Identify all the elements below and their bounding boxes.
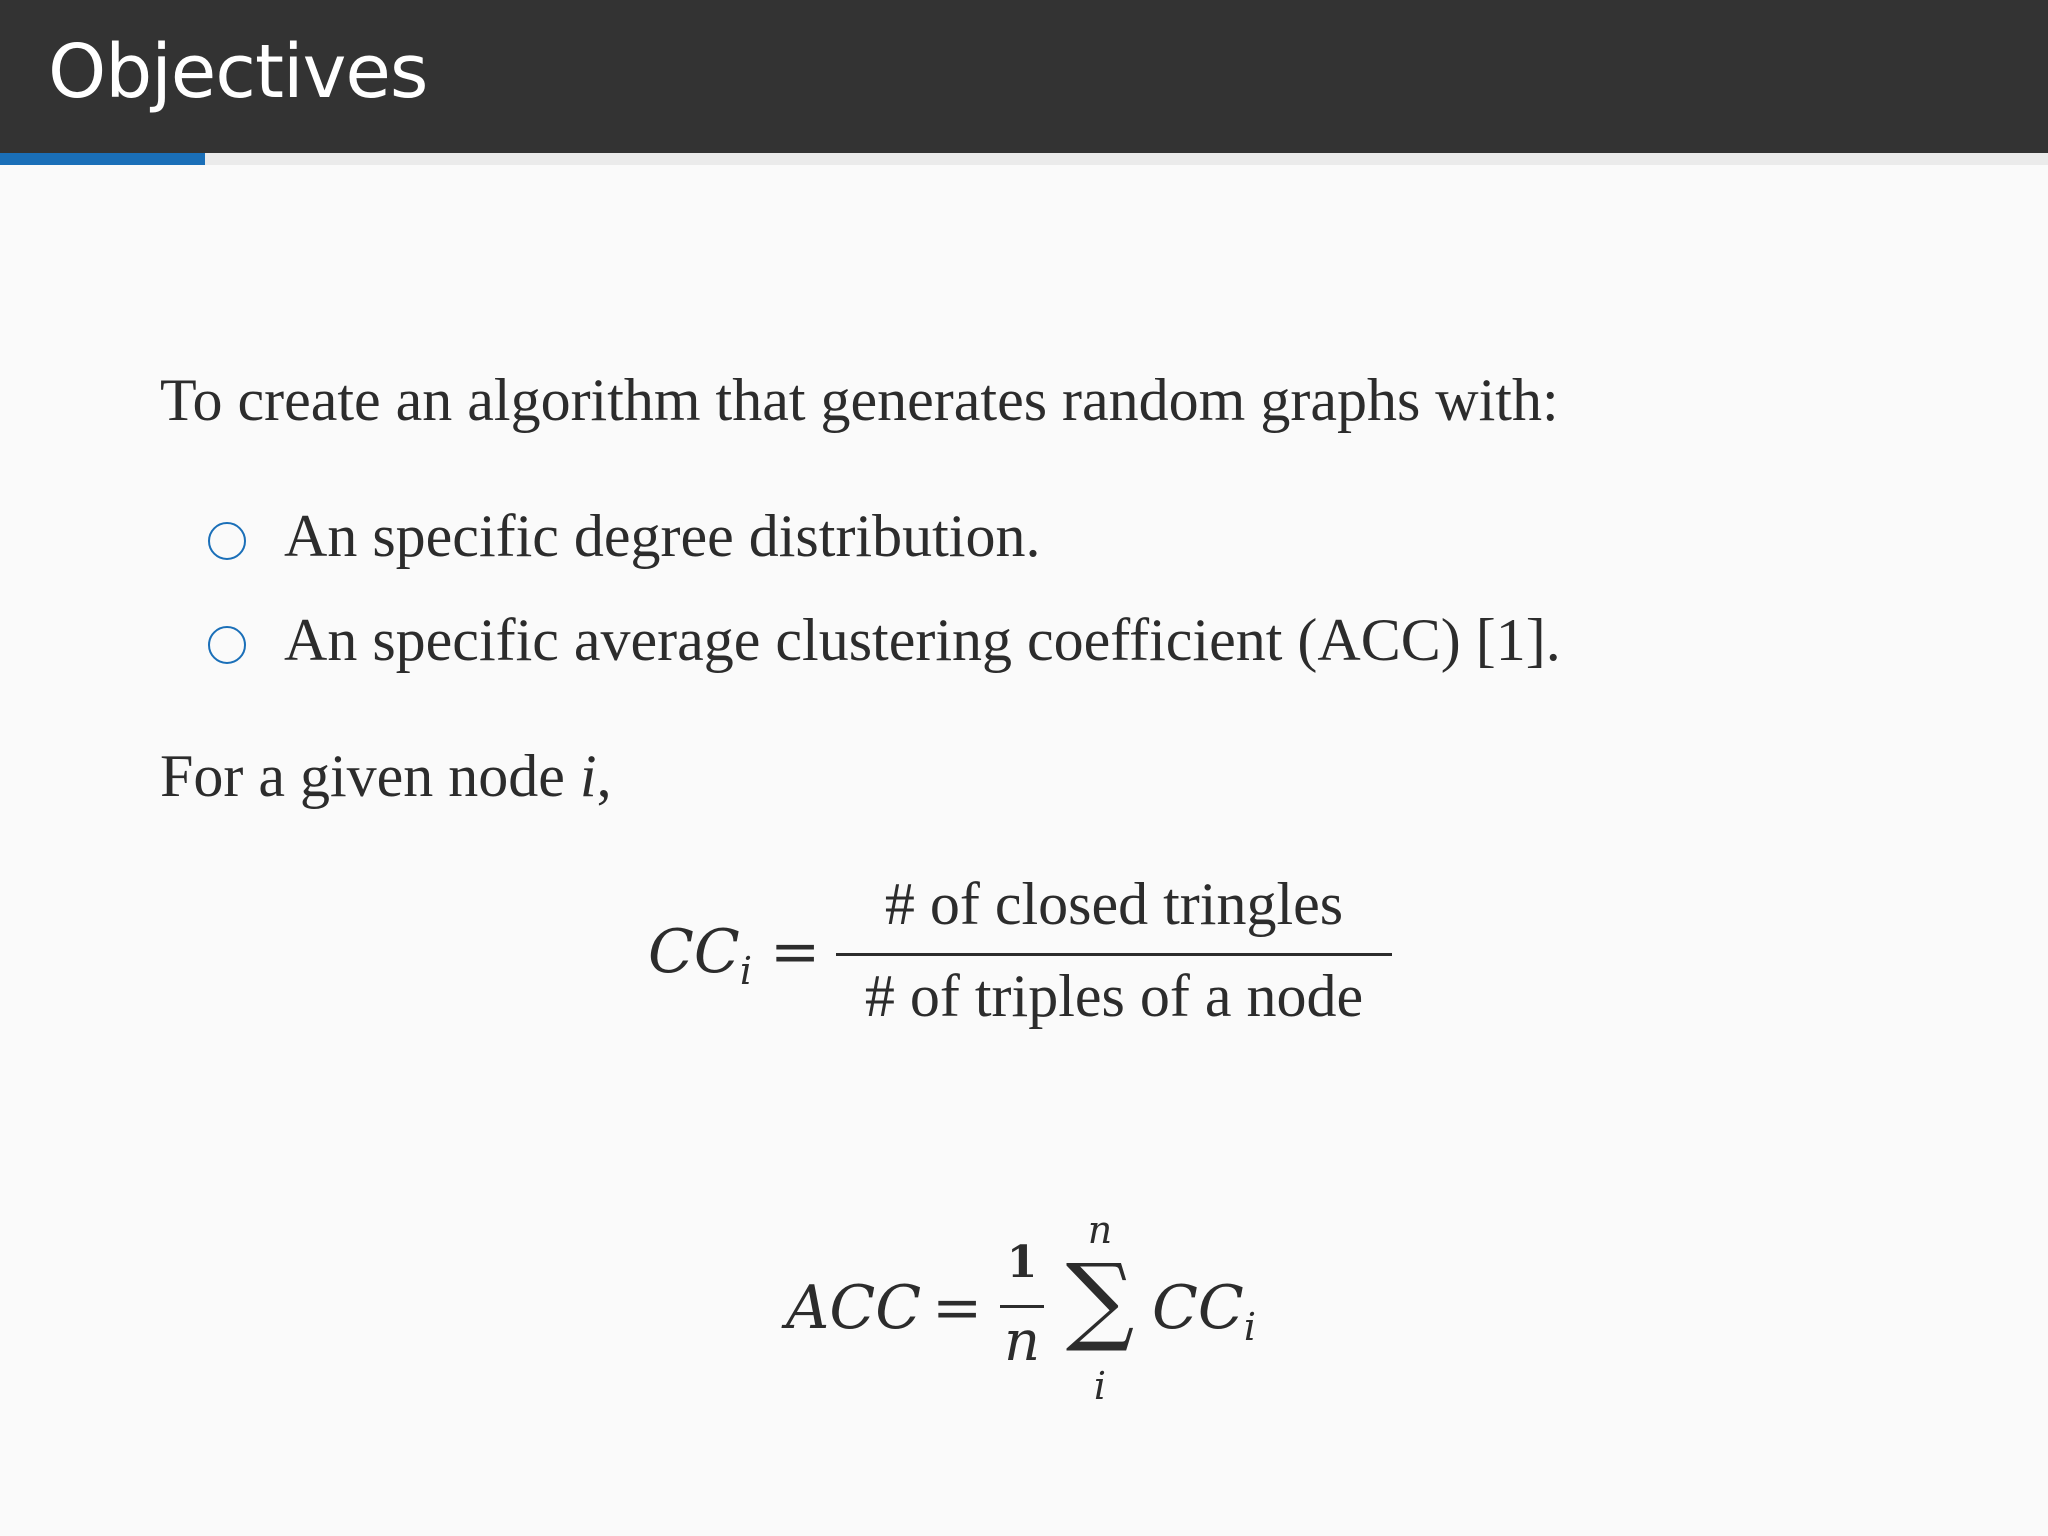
cc-equation-lhs <box>648 912 752 1011</box>
acc-cc-term <box>1152 1268 1256 1367</box>
cc-symbol: CC <box>648 917 740 987</box>
circle-bullet-icon <box>208 626 246 664</box>
given-prefix: For a given node <box>160 743 580 809</box>
summation-icon: ∑ <box>1065 1243 1135 1355</box>
given-suffix: , <box>596 743 612 809</box>
acc-cc-symbol: CC <box>1152 1273 1244 1343</box>
cc-equals-sign: = <box>770 917 821 987</box>
slide-header <box>0 0 2048 153</box>
acc-cc-subscript: i <box>1243 1305 1256 1349</box>
slide-progress-fill <box>0 153 205 165</box>
acc-symbol: ACC <box>786 1273 922 1343</box>
given-variable: i <box>579 743 597 809</box>
sum-lower-limit: i <box>1093 1364 1107 1408</box>
acc-fraction-bar <box>1000 1305 1044 1308</box>
given-node-text <box>160 738 612 814</box>
cc-fraction-bar <box>836 953 1392 956</box>
slide-progress-track <box>0 153 2048 165</box>
circle-bullet-icon <box>208 522 246 560</box>
cc-numerator: # of closed tringles <box>884 871 1344 937</box>
acc-fraction-numerator: 1 <box>1006 1237 1038 1288</box>
slide-title: Objectives <box>48 29 428 115</box>
bullet-item-degree-distribution: An specific degree distribution. <box>284 503 1041 569</box>
sum-upper-limit: n <box>1087 1208 1113 1252</box>
cc-denominator: # of triples of a node <box>864 963 1364 1029</box>
acc-fraction-denominator: n <box>1003 1309 1041 1374</box>
acc-equals-sign: = <box>932 1273 983 1343</box>
cc-subscript: i <box>739 949 752 993</box>
bullet-item-acc: An specific average clustering coefficient (ACC) [1]. <box>284 607 1561 673</box>
intro-text: To create an algorithm that generates random graphs with: <box>160 367 1559 433</box>
